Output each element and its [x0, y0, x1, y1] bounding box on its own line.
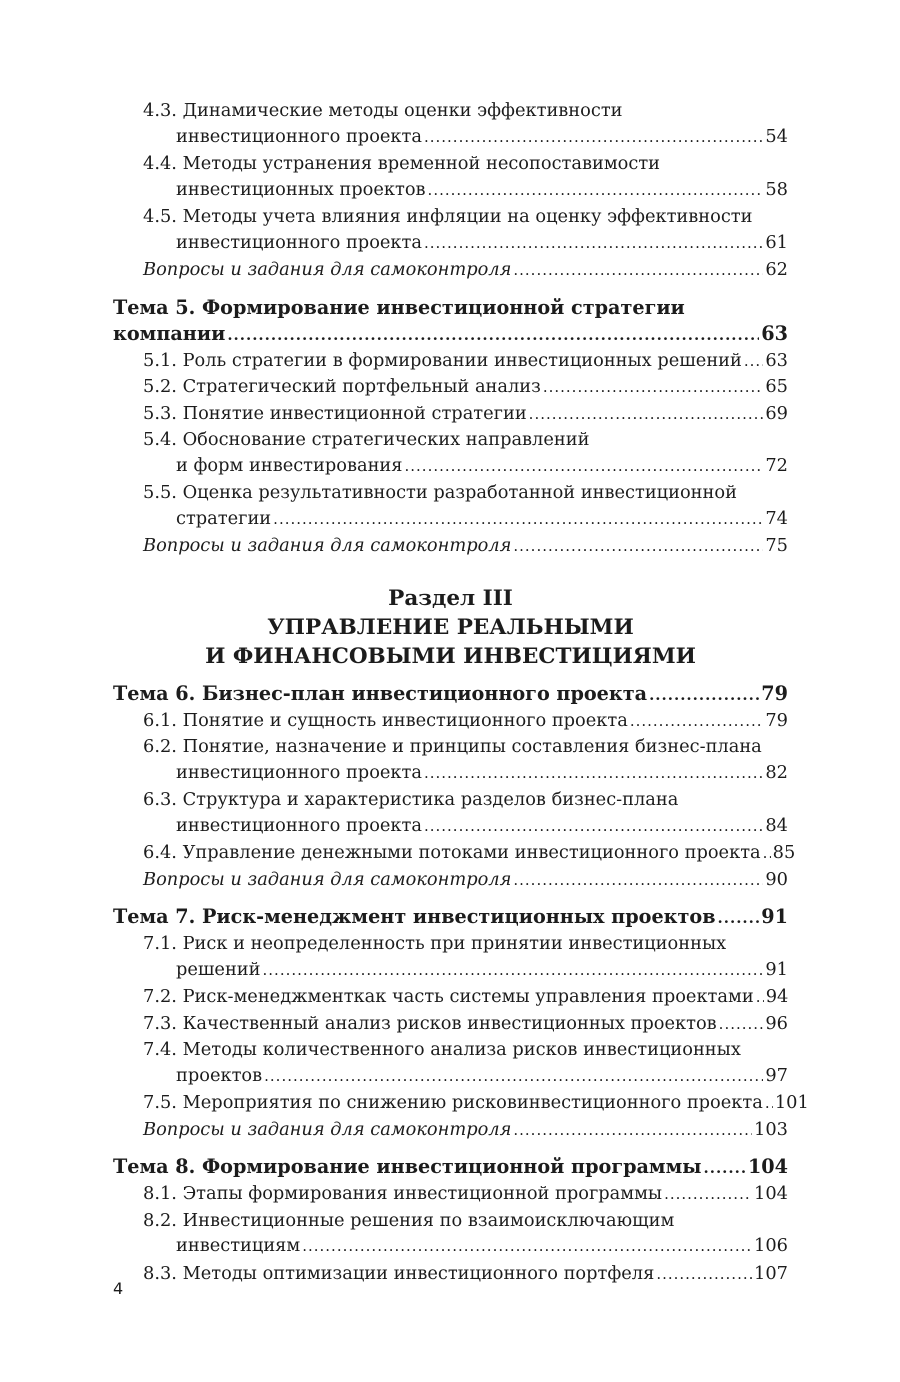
entry-title-continued: инвестициям	[176, 1235, 301, 1256]
entry-title: 6.3. Структура и характеристика разделов бизнес-плана	[143, 789, 679, 810]
entry-title: 4.4. Методы устранения временной несопоставимости	[143, 153, 661, 174]
entry-title: Вопросы и задания для самоконтроля	[143, 1118, 512, 1140]
entry-title: Вопросы и задания для самоконтроля	[143, 535, 512, 556]
page-ref: 69	[765, 402, 788, 424]
toc-entry-4-4	[113, 151, 788, 203]
dot-leader	[630, 709, 764, 735]
toc-entry-8-1	[113, 1181, 788, 1208]
page-ref: 106	[754, 1235, 788, 1256]
page-ref: 107	[754, 1262, 788, 1284]
dot-leader	[273, 507, 763, 533]
entry-title-continued: инвестиционных проектов	[176, 178, 426, 200]
entry-title: 7.2. Риск-менеджменткак часть системы управления проектами	[143, 986, 754, 1007]
dot-leader	[664, 1182, 752, 1208]
entry-title-continued: решений	[176, 958, 261, 980]
dot-leader	[529, 402, 764, 428]
page-ref: 97	[765, 1064, 788, 1086]
dot-leader	[513, 534, 763, 560]
toc-topic-7	[113, 904, 788, 931]
topic-title: Тема 8. Формирование инвестиционной программы	[113, 1155, 702, 1178]
entry-title: 5.3. Понятие инвестиционной стратегии	[143, 402, 527, 424]
dot-leader	[424, 814, 763, 840]
section-title-line-1: УПРАВЛЕНИЕ РЕАЛЬНЫМИ	[267, 614, 634, 640]
page-ref: 85	[772, 842, 796, 863]
section-label: Раздел III	[388, 585, 513, 611]
dot-leader	[656, 1262, 752, 1288]
entry-title: 6.2. Понятие, назначение и принципы составления бизнес-плана	[143, 736, 762, 757]
entry-title: 5.2. Стратегический портфельный анализ	[143, 376, 541, 397]
page-ref: 103	[754, 1118, 788, 1140]
dot-leader	[719, 1012, 764, 1038]
dot-leader	[424, 761, 763, 787]
toc-entry-8-3	[113, 1261, 788, 1288]
topic-title: Тема 7. Риск-менеджмент инвестиционных проектов	[113, 905, 716, 928]
toc-entry-6-3	[113, 787, 788, 839]
page-ref: 62	[765, 259, 788, 280]
page-ref: 96	[765, 1012, 788, 1034]
toc-entry-7-1	[113, 931, 788, 983]
dot-leader	[424, 125, 763, 151]
page-ref: 61	[765, 231, 788, 253]
dot-leader	[227, 322, 759, 348]
entry-title: 6.1. Понятие и сущность инвестиционного проекта	[143, 709, 628, 731]
dot-leader	[302, 1234, 752, 1260]
entry-title: 5.4. Обоснование стратегических направлений	[143, 429, 590, 450]
page-ref: 82	[765, 761, 788, 783]
entry-title: Вопросы и задания для самоконтроля	[143, 259, 512, 280]
toc-questions-7	[113, 1117, 788, 1144]
toc-entry-6-2	[113, 734, 788, 786]
dot-leader	[649, 682, 759, 708]
entry-title: 4.5. Методы учета влияния инфляции на оценку эффективности	[143, 206, 753, 227]
dot-leader	[263, 958, 764, 984]
dot-leader	[718, 905, 760, 931]
toc-entry-6-4	[113, 840, 796, 867]
entry-title-continued: инвестиционного проекта	[176, 761, 422, 783]
toc-entry-7-3	[113, 1011, 788, 1038]
topic-title: Тема 6. Бизнес-план инвестиционного проекта	[113, 681, 648, 705]
entry-title: 8.2. Инвестиционные решения по взаимоисключающим	[143, 1209, 675, 1231]
page-ref: 101	[774, 1092, 809, 1113]
toc-entry-6-1	[113, 708, 788, 735]
toc-topic-5	[113, 295, 788, 348]
page-ref: 79	[761, 681, 788, 705]
entry-title: 8.1. Этапы формирования инвестиционной программы	[143, 1183, 663, 1204]
page-ref: 91	[765, 958, 788, 980]
toc-entry-4-5	[113, 204, 788, 256]
dot-leader	[763, 841, 771, 867]
toc-entry-4-3	[113, 98, 788, 150]
page-ref: 79	[765, 709, 788, 731]
dot-leader	[405, 454, 764, 480]
dot-leader	[765, 1091, 773, 1117]
entry-title-continued: инвестиционного проекта	[176, 231, 422, 253]
dot-leader	[428, 178, 764, 204]
entry-title: 5.1. Роль стратегии в формировании инвестиционных решений	[143, 349, 742, 371]
page-ref: 94	[765, 986, 789, 1007]
dot-leader	[513, 258, 763, 284]
toc-questions-4	[113, 257, 788, 284]
toc-entry-5-1	[113, 348, 788, 375]
dot-leader	[756, 985, 764, 1011]
entry-title: Вопросы и задания для самоконтроля	[143, 868, 512, 890]
dot-leader	[704, 1155, 746, 1181]
entry-title: 7.5. Мероприятия по снижению рисковинвестиционного проекта	[143, 1092, 763, 1113]
dot-leader	[264, 1064, 763, 1090]
entry-title-continued: стратегии	[176, 507, 272, 529]
toc-entry-5-2	[113, 374, 788, 401]
entry-title: 7.1. Риск и неопределенность при принятии инвестиционных	[143, 933, 727, 954]
dot-leader	[543, 375, 764, 401]
page-ref: 74	[765, 507, 788, 529]
toc-entry-7-5	[113, 1090, 809, 1117]
page-ref: 63	[761, 321, 788, 345]
dot-leader	[513, 1118, 752, 1144]
entry-title-continued: инвестиционного проекта	[176, 814, 422, 836]
toc-topic-8	[113, 1154, 788, 1181]
page-ref: 104	[754, 1183, 788, 1204]
topic-title-continued: компании	[113, 321, 226, 345]
entry-title: 6.4. Управление денежными потоками инвестиционного проекта	[143, 842, 761, 863]
toc-questions-5	[113, 533, 788, 560]
dot-leader	[513, 868, 763, 894]
page-ref: 72	[765, 454, 788, 476]
entry-title: 4.3. Динамические методы оценки эффективности	[143, 100, 623, 121]
entry-title-continued: и форм инвестирования	[176, 454, 403, 476]
toc-entry-5-4	[113, 427, 788, 479]
toc-entry-7-2	[113, 984, 788, 1011]
entry-title: 7.4. Методы количественного анализа рисков инвестиционных	[143, 1039, 741, 1060]
page-ref: 65	[765, 376, 788, 397]
dot-leader	[744, 349, 763, 375]
toc-topic-6	[113, 681, 788, 708]
section-title-line-2: И ФИНАНСОВЫМИ ИНВЕСТИЦИЯМИ	[205, 643, 696, 669]
table-of-contents	[113, 98, 809, 1287]
page-ref: 58	[765, 178, 788, 200]
page-ref: 90	[765, 868, 788, 890]
page-ref: 84	[765, 814, 788, 836]
section-heading	[113, 584, 788, 671]
page-ref: 63	[765, 349, 788, 371]
page-number: 4	[113, 1279, 124, 1298]
toc-questions-6	[113, 867, 788, 894]
entry-title: 8.3. Методы оптимизации инвестиционного портфеля	[143, 1262, 655, 1284]
page-ref: 91	[761, 905, 788, 928]
entry-title: 7.3. Качественный анализ рисков инвестиционных проектов	[143, 1012, 717, 1034]
toc-entry-8-2	[113, 1208, 788, 1260]
toc-entry-7-4	[113, 1037, 788, 1089]
entry-title-continued: инвестиционного проекта	[176, 125, 422, 147]
toc-entry-5-3	[113, 401, 788, 428]
toc-entry-5-5	[113, 480, 788, 532]
entry-title: 5.5. Оценка результативности разработанной инвестиционной	[143, 482, 737, 503]
topic-title: Тема 5. Формирование инвестиционной стратегии	[113, 295, 685, 319]
page-ref: 75	[765, 535, 788, 556]
dot-leader	[424, 231, 763, 257]
page-ref: 54	[765, 125, 788, 147]
page-ref: 104	[747, 1155, 788, 1178]
entry-title-continued: проектов	[176, 1064, 263, 1086]
